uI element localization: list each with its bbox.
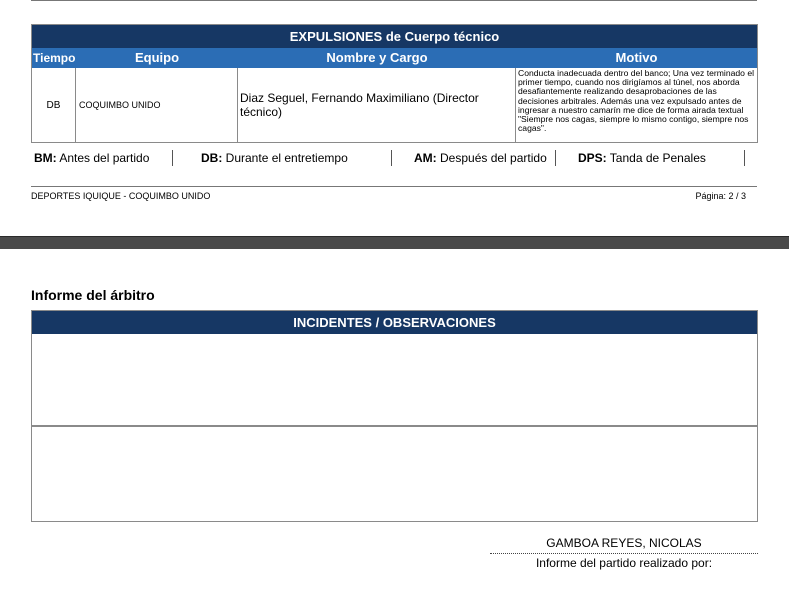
legend-text: Tanda de Penales <box>609 151 706 165</box>
legend-divider <box>555 150 556 166</box>
signature-caption: Informe del partido realizado por: <box>535 556 713 570</box>
legend-divider <box>172 150 173 166</box>
legend-text: Antes del partido <box>59 151 150 165</box>
cell-tiempo: DB <box>32 68 76 142</box>
table-row <box>32 68 757 142</box>
header-tiempo: Tiempo <box>33 51 76 65</box>
expulsiones-title: EXPULSIONES de Cuerpo técnico <box>32 25 757 48</box>
signature-line <box>490 553 758 554</box>
cell-nombre: Diaz Seguel, Fernando Maximiliano (Director técnico) <box>238 68 516 142</box>
legend-abbr: AM: <box>414 151 437 165</box>
expulsiones-header-row <box>32 48 757 68</box>
incidentes-box <box>31 310 758 522</box>
top-divider <box>31 0 757 1</box>
expulsiones-table <box>31 24 758 143</box>
footer-divider <box>31 186 757 187</box>
header-nombre: Nombre y Cargo <box>326 50 428 65</box>
legend-abbr: DB: <box>201 151 223 165</box>
legend-abbr: BM: <box>34 151 57 165</box>
legend-text: Después del partido <box>440 151 547 165</box>
legend-item-bm <box>34 150 149 166</box>
referee-name: GAMBOA REYES, NICOLAS <box>546 536 702 550</box>
informe-heading: Informe del árbitro <box>31 287 155 303</box>
cell-equipo: COQUIMBO UNIDO <box>76 68 238 142</box>
incidentes-area-1 <box>32 334 757 427</box>
incidentes-title: INCIDENTES / OBSERVACIONES <box>32 311 757 334</box>
legend-item-db <box>201 150 348 166</box>
legend-divider <box>391 150 392 166</box>
cell-motivo: Conducta inadecuada dentro del banco; Una vez terminado el primer tiempo, cuando nos dirigíamos al túnel, nos aborda desafiantemente realizando desaprobaciones de las decisiones arbitrales. Además una vez expulsado antes de ingresar a nuestro camarín me dice de forma airada textual "Siempre nos cagas, siempre lo mismo contigo, siempre nos cagas". <box>518 68 755 134</box>
legend-item-am <box>414 150 547 166</box>
page-break <box>0 236 789 249</box>
legend-abbr: DPS: <box>578 151 607 165</box>
incidentes-area-2 <box>32 427 757 520</box>
footer-page-number: Página: 2 / 3 <box>695 191 746 201</box>
legend-text: Durante el entretiempo <box>225 151 348 165</box>
legend-item-dps <box>578 150 706 166</box>
footer-match: DEPORTES IQUIQUE - COQUIMBO UNIDO <box>31 191 211 201</box>
header-equipo: Equipo <box>134 50 180 65</box>
header-motivo: Motivo <box>615 50 658 65</box>
time-legend <box>31 150 757 168</box>
legend-divider <box>744 150 745 166</box>
